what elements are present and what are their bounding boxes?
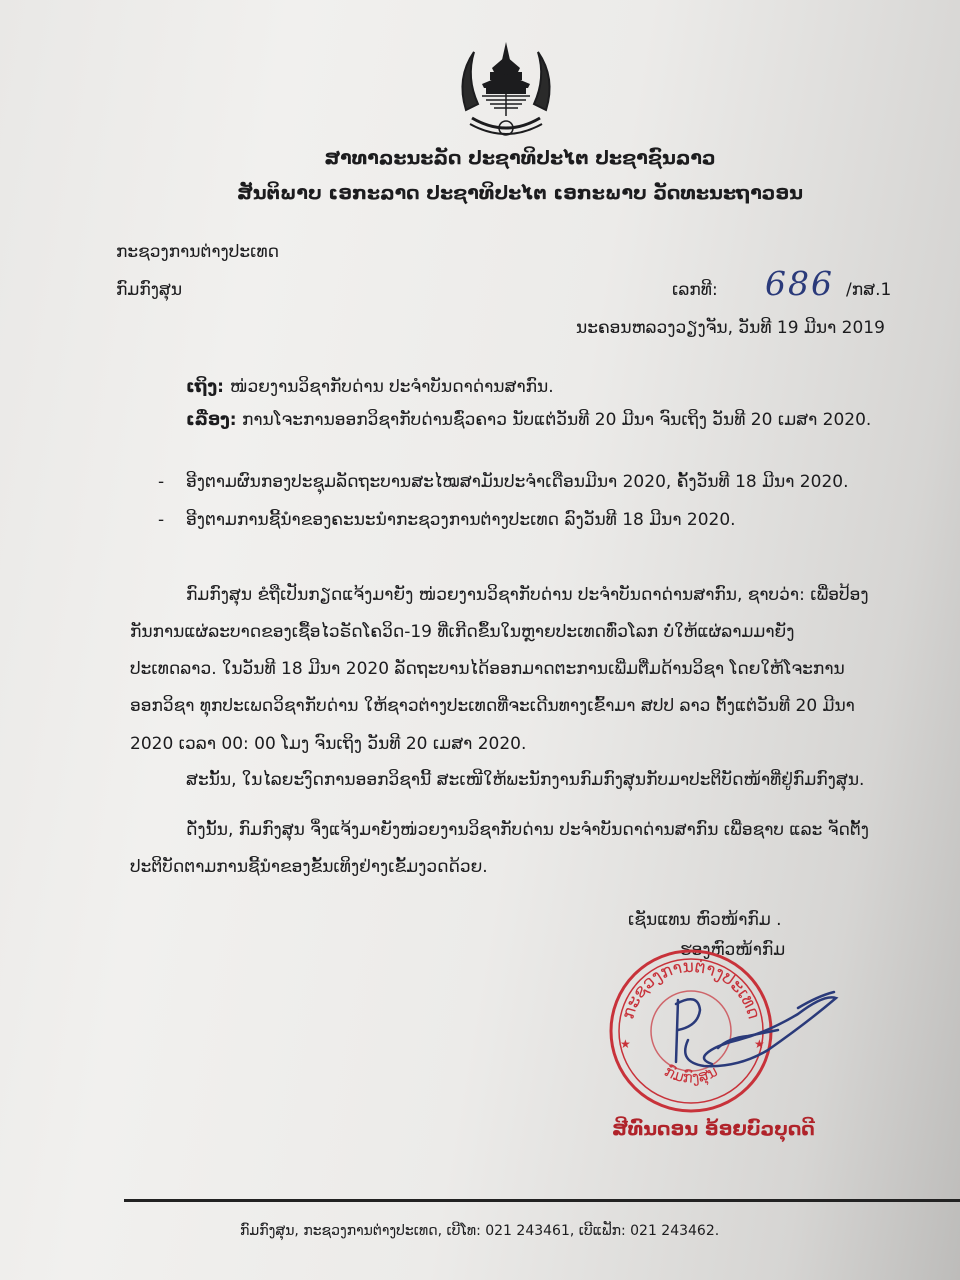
- body-line: ດັ່ງນັ້ນ, ກົມກົງສຸນ ຈຶ່ງແຈ້ງມາຍັງໜ່ວຍງານວິຊາກັບດ່ານ ປະຈຳບັນດາດ່ານສາກົນ ເພື່ອຊາບ ແລະ ຈັດຕັ້ງ: [186, 820, 869, 840]
- reference-label: ເລກທີ:: [672, 280, 718, 300]
- reference-item: ອີງຕາມຜົນກອງປະຊຸມລັດຖະບານສະໄໝສາມັນປະຈຳເດືອນມີນາ 2020, ຄັ້ງວັນທີ 18 ມີນາ 2020.: [186, 472, 849, 492]
- body-line: ສະນັ້ນ, ໃນໄລຍະງົດການອອກວິຊານີ້ ສະເໜີໃຫ້ພະນັກງານກົມກົງສຸນກັບມາປະຕິບັດໜ້າທີ່ຢູ່ກົມກົງສຸນ.: [186, 770, 865, 790]
- stamp-text: ກະຊວງການຕ່າງປະເທດ: [618, 956, 764, 1022]
- place-date: ນະຄອນຫລວງວຽງຈັນ, ວັນທີ 19 ມີນາ 2019: [576, 318, 885, 338]
- body-line: 2020 ເວລາ 00: 00 ໂມງ ຈົນເຖິງ ວັນທີ 20 ເມສາ 2020.: [130, 734, 527, 754]
- signature-title: ເຊັນແທນ ຫົວໜ້າກົມ .: [628, 910, 782, 930]
- national-emblem-icon: [452, 38, 560, 142]
- department-name: ກົມກົງສຸນ: [116, 280, 183, 300]
- signatory-name: ສີທົນດອນ ອ້ອຍບົວບຸດດີ: [612, 1118, 815, 1140]
- reference-bullet: -: [158, 472, 165, 492]
- reference-item: ອີງຕາມການຊີ້ນຳຂອງຄະນະນຳກະຊວງການຕ່າງປະເທດ ລົງວັນທີ 18 ມີນາ 2020.: [186, 510, 736, 530]
- svg-text:★: ★: [754, 1037, 765, 1051]
- to-label: ເຖິງ:: [186, 377, 224, 397]
- ministry-name: ກະຊວງການຕ່າງປະເທດ: [116, 242, 280, 262]
- reference-bullet: -: [158, 510, 165, 530]
- handwritten-signature-icon: [648, 970, 848, 1090]
- to-text: ໜ່ວຍງານວິຊາກັບດ່ານ ປະຈຳບັນດາດ່ານສາກົນ.: [230, 377, 554, 397]
- stamp-bottom-text: ກົມກົງສຸນ: [661, 1061, 721, 1087]
- body-line: ປະເທດລາວ. ໃນວັນທີ 18 ມີນາ 2020 ລັດຖະບານໄດ້ອອກມາດຕະການເພີ່ມຕື່ມດ້ານວິຊາ ໂດຍໃຫ້ໂຈະການ: [130, 659, 845, 679]
- svg-text:★: ★: [620, 1037, 631, 1051]
- subject-text: ການໂຈະການອອກວິຊາກັບດ່ານຊົ່ວຄາວ ນັບແຕ່ວັນທີ 20 ມີນາ ຈົນເຖິງ ວັນທີ 20 ເມສາ 2020.: [242, 410, 872, 430]
- body-line: ປະຕິບັດຕາມການຊີ້ນຳຂອງຂັ້ນເທິງຢ່າງເຂັ້ມງວດດ້ວຍ.: [130, 857, 488, 877]
- body-line: ກົມກົງສຸນ ຂໍຖືເປັນກຽດແຈ້ງມາຍັງ ໜ່ວຍງານວິຊາກັບດ່ານ ປະຈຳບັນດາດ່ານສາກົນ, ຊາບວ່າ: ເພື່ອປ້ອງ: [186, 585, 869, 605]
- body-line: ກັນການແຜ່ລະບາດຂອງເຊື້ອໄວຣັດໂຄວິດ-19 ທີ່ເກີດຂຶ້ນໃນຫຼາຍປະເທດທົ່ວໂລກ ບໍ່ໃຫ້ແຜ່ລາມມາຍັງ: [130, 622, 795, 642]
- national-motto: ສັນຕິພາບ ເອກະລາດ ປະຊາທິປະໄຕ ເອກະພາບ ວັດທະນະຖາວອນ: [237, 182, 803, 204]
- reference-number: 686: [765, 264, 834, 303]
- reference-suffix: /ກສ.1: [846, 280, 892, 300]
- body-line: ອອກວິຊາ ທຸກປະເພດວິຊາກັບດ່ານ ໃຫ້ຊາວຕ່າງປະເທດທີ່ຈະເດີນທາງເຂົ້າມາ ສປປ ລາວ ຕັ້ງແຕ່ວັນທີ 20 ມີນາ: [130, 696, 855, 716]
- footer-contact: ກົມກົງສຸນ, ກະຊວງການຕ່າງປະເທດ, ເບີໂທ: 021 243461, ເບີແຟັກ: 021 243462.: [240, 1223, 720, 1239]
- footer-divider: [124, 1199, 960, 1202]
- signature-subtitle: ຮອງຫົວໜ້າກົມ: [680, 940, 786, 960]
- subject-label: ເລື່ອງ:: [186, 410, 237, 430]
- country-name: ສາທາລະນະລັດ ປະຊາທິປະໄຕ ປະຊາຊົນລາວ: [324, 147, 716, 169]
